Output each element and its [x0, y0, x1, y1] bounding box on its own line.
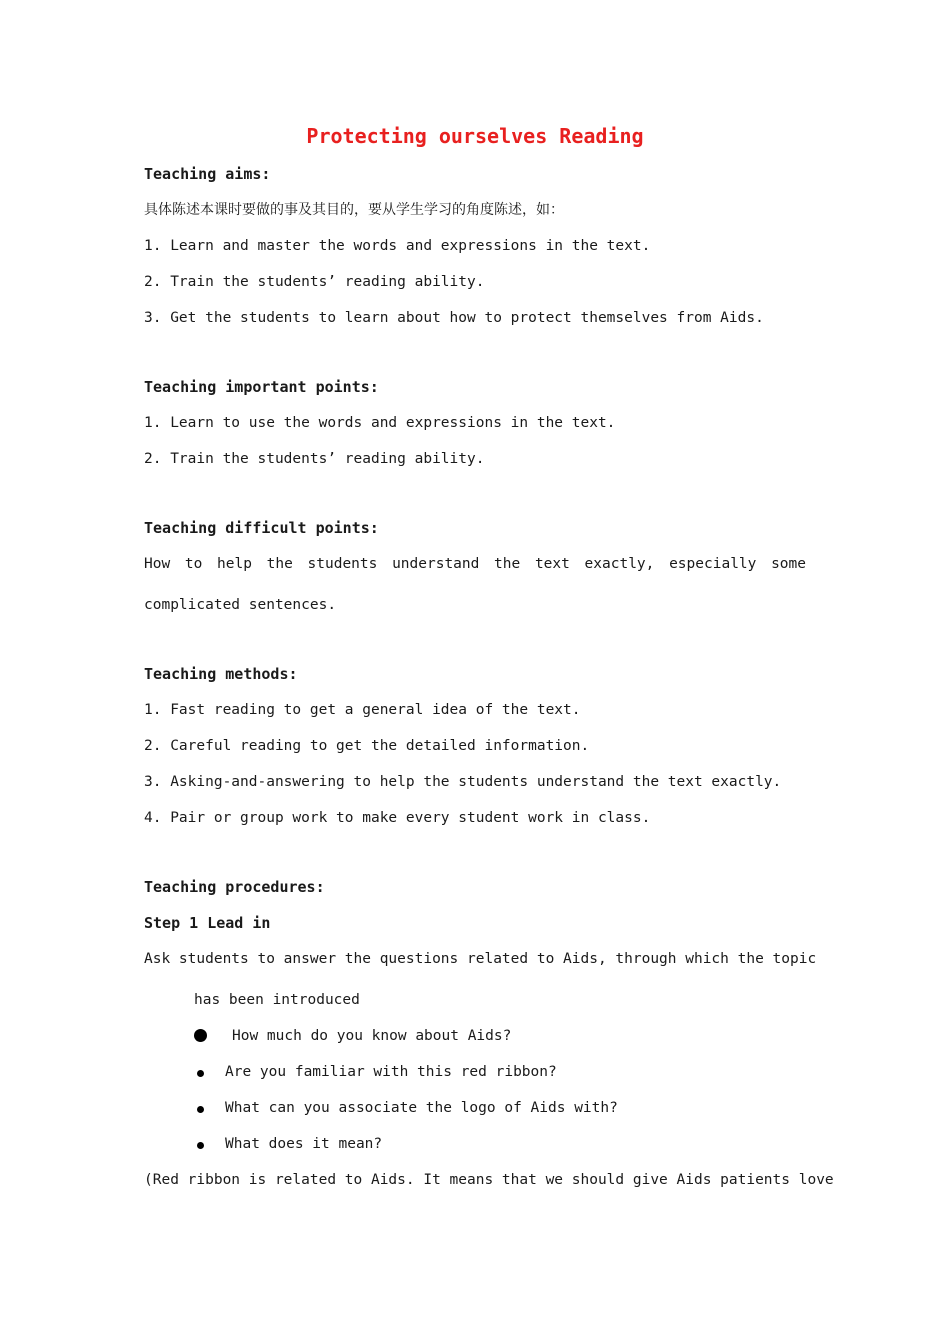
bullet-icon: [194, 1029, 207, 1042]
methods-item: 3. Asking-and-answering to help the students understand the text exactly.: [144, 774, 782, 790]
procedures-heading: Teaching procedures:: [144, 878, 325, 896]
aims-item: 2. Train the students’ reading ability.: [144, 274, 485, 290]
bullet-icon: [197, 1142, 204, 1149]
difficult-line-2: complicated sentences.: [144, 597, 337, 613]
aims-intro: 具体陈述本课时要做的事及其目的，要从学生学习的角度陈述，如：: [144, 202, 564, 218]
methods-item: 2. Careful reading to get the detailed information.: [144, 738, 590, 754]
answer-line: (Red ribbon is related to Aids. It means that we should give Aids patients love: [144, 1172, 834, 1188]
question-item: What does it mean?: [225, 1136, 383, 1152]
lead-in-paragraph-line-1: Ask students to answer the questions related to Aids, through which the topic: [144, 951, 817, 967]
question-item: Are you familiar with this red ribbon?: [225, 1064, 557, 1080]
important-heading: Teaching important points:: [144, 378, 379, 396]
aims-heading: Teaching aims:: [144, 165, 271, 183]
question-item: What can you associate the logo of Aids with?: [225, 1100, 618, 1116]
question-item: How much do you know about Aids?: [232, 1028, 512, 1044]
important-item: 2. Train the students’ reading ability.: [144, 451, 485, 467]
difficult-line-1: How to help the students understand the text exactly, especially some: [144, 556, 806, 572]
methods-heading: Teaching methods:: [144, 665, 298, 683]
bullet-icon: [197, 1106, 204, 1113]
aims-item: 1. Learn and master the words and expressions in the text.: [144, 238, 651, 254]
lead-in-paragraph-line-2: has been introduced: [194, 992, 360, 1008]
aims-item: 3. Get the students to learn about how to protect themselves from Aids.: [144, 310, 764, 326]
important-item: 1. Learn to use the words and expressions in the text.: [144, 415, 616, 431]
document-title: Protecting ourselves Reading: [306, 124, 644, 148]
step1-heading: Step 1 Lead in: [144, 914, 271, 932]
difficult-heading: Teaching difficult points:: [144, 519, 379, 537]
bullet-icon: [197, 1070, 204, 1077]
methods-item: 4. Pair or group work to make every student work in class.: [144, 810, 651, 826]
methods-item: 1. Fast reading to get a general idea of the text.: [144, 702, 581, 718]
